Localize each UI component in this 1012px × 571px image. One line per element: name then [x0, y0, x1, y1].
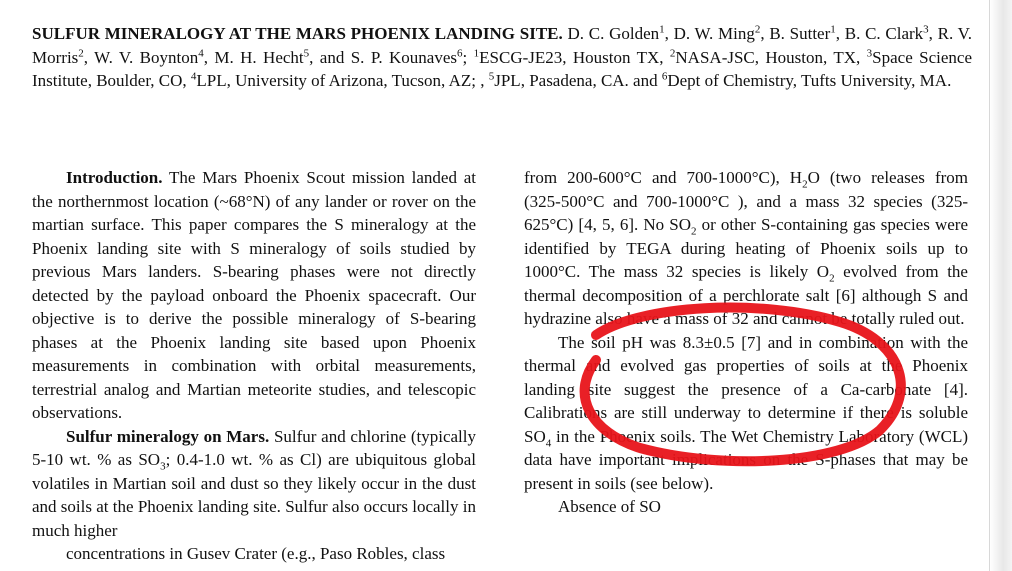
subscript: 3 [160, 460, 166, 473]
affiliation-text: NASA-JSC, Houston, TX, [675, 47, 867, 67]
cut-line: Absence of SO [558, 497, 661, 516]
affiliation-marker: 2 [669, 46, 676, 59]
affiliation-marker: 6 [661, 70, 668, 83]
author-text: , M. H. Hecht [203, 47, 304, 67]
body-text: O (two releases from (325-500°C and 700-1000°C ), and a mass 32 species (325-625°C) [4, 5, 6]. No SO [524, 168, 968, 234]
right-column [524, 166, 968, 519]
sulfur-text: Sulfur and chlorine (typically 5-10 wt. % as SO [32, 426, 476, 469]
subscript: 2 [691, 225, 697, 238]
affiliation-marker: 1 [659, 23, 665, 36]
author-text: D. C. Golden [562, 24, 660, 43]
affiliation-marker: 3 [923, 23, 929, 36]
viewer-scrollbar[interactable] [989, 0, 1012, 571]
body-text: from 200-600°C and 700-1000°C), H [524, 168, 803, 187]
subscript: 2 [802, 178, 808, 191]
subscript: 2 [829, 272, 835, 285]
affiliation-text: LPL, University of Arizona, Tucson, AZ; , [196, 71, 489, 90]
affiliation-marker: 5 [488, 70, 495, 83]
affiliation-marker: 2 [78, 46, 84, 59]
author-text: , W. V. Boynton [83, 47, 199, 67]
cut-line: concentrations in Gusev Crater (e.g., Paso Robles, class [66, 544, 446, 563]
affiliation-text: JPL, Pasadena, CA. and [494, 71, 662, 90]
affiliation-marker: 4 [198, 46, 204, 59]
body-text: in the Phoenix soils. The Wet Chemistry Laboratory (WCL) data have important implications on the S-phases that may be present in soils (see below). [524, 426, 968, 493]
intro-paragraph [32, 166, 476, 425]
sulfur-text: ; 0.4-1.0 wt. % as Cl) are ubiquitous global volatiles in Martian soil and dust so they likely occur in the dust and soils at the Phoenix landing site. Sulfur also occurs locally in much higher [32, 450, 476, 540]
paper-title: SULFUR MINERALOGY AT THE MARS PHOENIX LANDING SITE. [32, 24, 563, 43]
intro-heading: Introduction. [66, 168, 163, 187]
ph-paragraph [524, 331, 968, 496]
body-text: evolved from the thermal decomposition of a perchlorate salt [6] although S and hydrazine also have a mass of 32 and cannot be totally ruled out. [524, 262, 968, 328]
affiliation-marker: 5 [303, 46, 310, 59]
sulfur-heading: Sulfur mineralogy on Mars. [66, 426, 270, 446]
affiliation-text: Space Science Institute, Boulder, CO, [32, 47, 972, 90]
affiliation-marker: 4 [190, 70, 197, 83]
subscript: 4 [545, 436, 552, 449]
author-text: , D. W. Ming [664, 24, 755, 43]
author-text: , B. C. Clark [835, 24, 924, 43]
affiliation-marker: 2 [754, 23, 761, 36]
sulfur-paragraph [32, 425, 476, 543]
affiliation-marker: 1 [830, 23, 836, 36]
separator: ; [462, 47, 474, 67]
author-text: , and S. P. Kounaves [309, 47, 458, 67]
author-text: , B. Sutter [760, 24, 831, 43]
affiliation-text: ESCG-JE23, Houston TX, [479, 47, 670, 67]
affiliation-marker: 6 [457, 46, 463, 59]
author-text: , R. V. Morris [32, 24, 972, 67]
affiliation-text: Dept of Chemistry, Tufts University, MA. [667, 71, 952, 90]
affiliation-marker: 3 [866, 46, 873, 59]
body-text: The soil pH was 8.3±0.5 [7] and in combination with the thermal and evolved gas properties of soils at the Phoenix landing site suggest the presence of a Ca-carbonate [4]. Calibrations are still underway to determine if there is soluble SO [524, 332, 968, 446]
paper-header [32, 22, 972, 93]
body-text: or other S-containing gas species were identified by TEGA during heating of Phoenix soils up to 1000°C. The mass 32 species is likely O [524, 215, 968, 281]
tega-paragraph [524, 166, 968, 331]
affiliation-marker: 1 [473, 46, 480, 59]
intro-text: The Mars Phoenix Scout mission landed at the northernmost location (~68°N) of any lander or rover on the martian surface. This paper compares the S mineralogy at the Phoenix landing site with S mineralogy of soils studied by previous Mars landers. S-bearing phases were not directly detected by the payload onboard the Phoenix spacecraft. Our objective is to derive the possible mineralogy of S-bearing phases at the Phoenix landing site based upon Phoenix measurements in combination with orbital measurements, terrestrial analog and Martian meteorite studies, and telescopic observations. [32, 168, 476, 422]
left-column [32, 166, 476, 566]
